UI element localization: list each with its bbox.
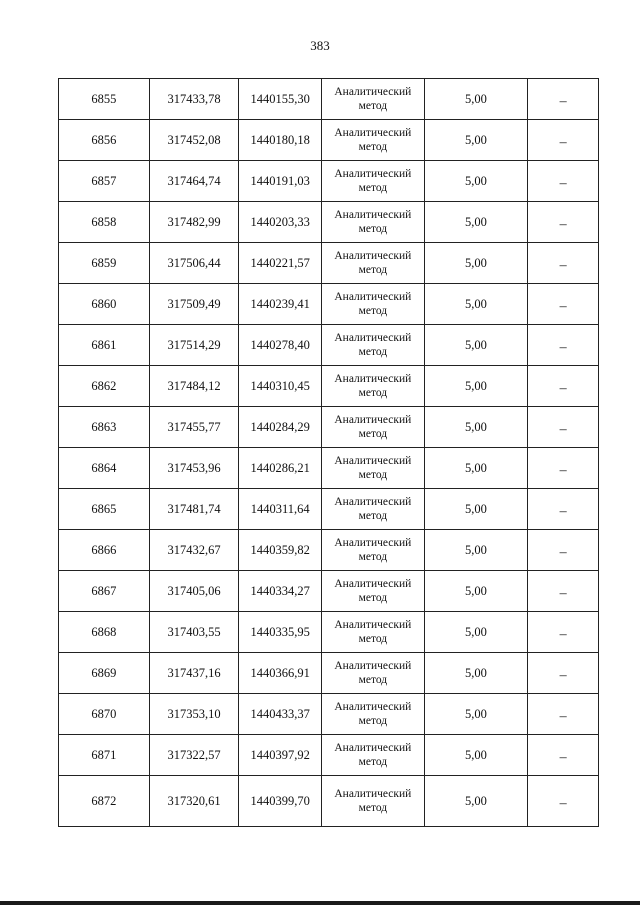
note-cell: – [559, 422, 567, 437]
table-row [59, 735, 598, 776]
method-cell [322, 243, 425, 283]
method-line-2: метод [358, 802, 388, 814]
accuracy-cell: 5,00 [425, 79, 529, 119]
table-row [59, 284, 598, 325]
method-text [334, 290, 411, 318]
accuracy-cell: 5,00 [425, 694, 529, 734]
point-number-cell: 6858 [59, 202, 150, 242]
method-text [334, 249, 411, 277]
point-number-cell: 6861 [59, 325, 150, 365]
note-cell: – [559, 258, 567, 273]
note-cell: – [559, 709, 567, 724]
x-coordinate-cell: 317432,67 [150, 530, 240, 570]
x-coordinate-cell: 317322,57 [150, 735, 240, 775]
method-text [334, 167, 411, 195]
point-number-cell: 6867 [59, 571, 150, 611]
method-line-2: метод [358, 510, 388, 522]
note-cell: – [559, 627, 567, 642]
x-coordinate-cell: 317464,74 [150, 161, 240, 201]
y-coordinate-cell: 1440334,27 [239, 571, 322, 611]
method-text [334, 659, 411, 687]
x-coordinate-cell: 317455,77 [150, 407, 240, 447]
x-coordinate-cell: 317353,10 [150, 694, 240, 734]
method-text [334, 495, 411, 523]
point-number-cell: 6860 [59, 284, 150, 324]
method-cell [322, 79, 425, 119]
accuracy-cell: 5,00 [425, 366, 529, 406]
point-number-cell: 6864 [59, 448, 150, 488]
accuracy-cell: 5,00 [425, 653, 529, 693]
y-coordinate-cell: 1440433,37 [239, 694, 322, 734]
y-coordinate-cell: 1440366,91 [239, 653, 322, 693]
method-line-1: Аналитический [334, 373, 412, 385]
method-line-1: Аналитический [334, 537, 412, 549]
method-cell [322, 202, 425, 242]
method-cell [322, 571, 425, 611]
point-number-cell: 6865 [59, 489, 150, 529]
table-row [59, 243, 598, 284]
x-coordinate-cell: 317514,29 [150, 325, 240, 365]
method-line-2: метод [358, 592, 388, 604]
method-line-2: метод [358, 715, 388, 727]
method-text [334, 331, 411, 359]
method-line-2: метод [358, 264, 388, 276]
method-line-1: Аналитический [334, 788, 412, 800]
method-line-2: метод [358, 387, 388, 399]
x-coordinate-cell: 317506,44 [150, 243, 240, 283]
x-coordinate-cell: 317320,61 [150, 776, 240, 826]
method-cell [322, 448, 425, 488]
accuracy-cell: 5,00 [425, 161, 529, 201]
table-row [59, 571, 598, 612]
method-cell [322, 653, 425, 693]
method-line-1: Аналитический [334, 578, 412, 590]
x-coordinate-cell: 317481,74 [150, 489, 240, 529]
table-row [59, 653, 598, 694]
point-number-cell: 6863 [59, 407, 150, 447]
point-number-cell: 6868 [59, 612, 150, 652]
y-coordinate-cell: 1440278,40 [239, 325, 322, 365]
method-line-2: метод [358, 633, 388, 645]
method-line-2: метод [358, 551, 388, 563]
x-coordinate-cell: 317453,96 [150, 448, 240, 488]
method-line-1: Аналитический [334, 455, 412, 467]
point-number-cell: 6862 [59, 366, 150, 406]
method-text [334, 126, 411, 154]
method-line-1: Аналитический [334, 209, 412, 221]
table-row [59, 530, 598, 571]
method-cell [322, 694, 425, 734]
note-cell: – [559, 381, 567, 396]
note-cell: – [559, 750, 567, 765]
method-line-2: метод [358, 223, 388, 235]
accuracy-cell: 5,00 [425, 284, 529, 324]
table-row [59, 407, 598, 448]
method-text [334, 413, 411, 441]
note-cell: – [559, 94, 567, 109]
point-number-cell: 6871 [59, 735, 150, 775]
table-row [59, 694, 598, 735]
x-coordinate-cell: 317509,49 [150, 284, 240, 324]
point-number-cell: 6870 [59, 694, 150, 734]
note-cell: – [559, 463, 567, 478]
y-coordinate-cell: 1440335,95 [239, 612, 322, 652]
method-line-1: Аналитический [334, 660, 412, 672]
method-text [334, 454, 411, 482]
accuracy-cell: 5,00 [425, 120, 529, 160]
method-cell [322, 366, 425, 406]
y-coordinate-cell: 1440191,03 [239, 161, 322, 201]
point-number-cell: 6855 [59, 79, 150, 119]
y-coordinate-cell: 1440399,70 [239, 776, 322, 826]
note-cell: – [559, 586, 567, 601]
y-coordinate-cell: 1440311,64 [239, 489, 322, 529]
table-row [59, 325, 598, 366]
x-coordinate-cell: 317482,99 [150, 202, 240, 242]
method-line-2: метод [358, 469, 388, 481]
note-cell: – [559, 340, 567, 355]
table-row [59, 202, 598, 243]
method-cell [322, 407, 425, 447]
method-cell [322, 120, 425, 160]
y-coordinate-cell: 1440397,92 [239, 735, 322, 775]
x-coordinate-cell: 317433,78 [150, 79, 240, 119]
note-cell: – [559, 217, 567, 232]
x-coordinate-cell: 317403,55 [150, 612, 240, 652]
method-text [334, 577, 411, 605]
x-coordinate-cell: 317452,08 [150, 120, 240, 160]
table-row [59, 366, 598, 407]
method-line-1: Аналитический [334, 291, 412, 303]
method-line-2: метод [358, 305, 388, 317]
method-cell [322, 612, 425, 652]
method-text [334, 372, 411, 400]
accuracy-cell: 5,00 [425, 735, 529, 775]
method-cell [322, 489, 425, 529]
point-number-cell: 6866 [59, 530, 150, 570]
method-line-1: Аналитический [334, 496, 412, 508]
table-row [59, 161, 598, 202]
x-coordinate-cell: 317405,06 [150, 571, 240, 611]
point-number-cell: 6872 [59, 776, 150, 826]
page-number: 383 [310, 38, 330, 53]
note-cell: – [559, 504, 567, 519]
method-cell [322, 735, 425, 775]
note-cell: – [559, 135, 567, 150]
table-row [59, 776, 598, 826]
method-line-2: метод [358, 141, 388, 153]
accuracy-cell: 5,00 [425, 243, 529, 283]
y-coordinate-cell: 1440180,18 [239, 120, 322, 160]
point-number-cell: 6859 [59, 243, 150, 283]
method-line-2: метод [358, 100, 388, 112]
method-text [334, 787, 411, 815]
accuracy-cell: 5,00 [425, 530, 529, 570]
accuracy-cell: 5,00 [425, 776, 529, 826]
method-line-1: Аналитический [334, 742, 412, 754]
method-text [334, 85, 411, 113]
method-line-1: Аналитический [334, 332, 412, 344]
y-coordinate-cell: 1440359,82 [239, 530, 322, 570]
accuracy-cell: 5,00 [425, 448, 529, 488]
method-text [334, 741, 411, 769]
note-cell: – [559, 545, 567, 560]
y-coordinate-cell: 1440284,29 [239, 407, 322, 447]
accuracy-cell: 5,00 [425, 202, 529, 242]
bottom-scan-edge [0, 901, 640, 905]
coordinates-table [58, 78, 599, 827]
x-coordinate-cell: 317437,16 [150, 653, 240, 693]
y-coordinate-cell: 1440239,41 [239, 284, 322, 324]
accuracy-cell: 5,00 [425, 489, 529, 529]
note-cell: – [559, 176, 567, 191]
table-row [59, 489, 598, 530]
table-row [59, 120, 598, 161]
method-text [334, 536, 411, 564]
method-line-1: Аналитический [334, 250, 412, 262]
method-line-2: метод [358, 428, 388, 440]
method-line-2: метод [358, 346, 388, 358]
y-coordinate-cell: 1440155,30 [239, 79, 322, 119]
note-cell: – [559, 299, 567, 314]
y-coordinate-cell: 1440203,33 [239, 202, 322, 242]
method-text [334, 618, 411, 646]
note-cell: – [559, 796, 567, 811]
accuracy-cell: 5,00 [425, 325, 529, 365]
point-number-cell: 6856 [59, 120, 150, 160]
method-line-1: Аналитический [334, 619, 412, 631]
method-line-1: Аналитический [334, 414, 412, 426]
method-line-1: Аналитический [334, 127, 412, 139]
table-row [59, 79, 598, 120]
method-cell [322, 161, 425, 201]
method-cell [322, 325, 425, 365]
y-coordinate-cell: 1440286,21 [239, 448, 322, 488]
table-row [59, 612, 598, 653]
method-line-2: метод [358, 756, 388, 768]
method-line-1: Аналитический [334, 168, 412, 180]
method-line-1: Аналитический [334, 701, 412, 713]
method-text [334, 700, 411, 728]
accuracy-cell: 5,00 [425, 571, 529, 611]
note-cell: – [559, 668, 567, 683]
method-line-2: метод [358, 674, 388, 686]
method-cell [322, 284, 425, 324]
x-coordinate-cell: 317484,12 [150, 366, 240, 406]
table-row [59, 448, 598, 489]
method-cell [322, 776, 425, 826]
y-coordinate-cell: 1440221,57 [239, 243, 322, 283]
point-number-cell: 6869 [59, 653, 150, 693]
y-coordinate-cell: 1440310,45 [239, 366, 322, 406]
method-text [334, 208, 411, 236]
method-line-2: метод [358, 182, 388, 194]
accuracy-cell: 5,00 [425, 612, 529, 652]
method-line-1: Аналитический [334, 86, 412, 98]
accuracy-cell: 5,00 [425, 407, 529, 447]
point-number-cell: 6857 [59, 161, 150, 201]
method-cell [322, 530, 425, 570]
